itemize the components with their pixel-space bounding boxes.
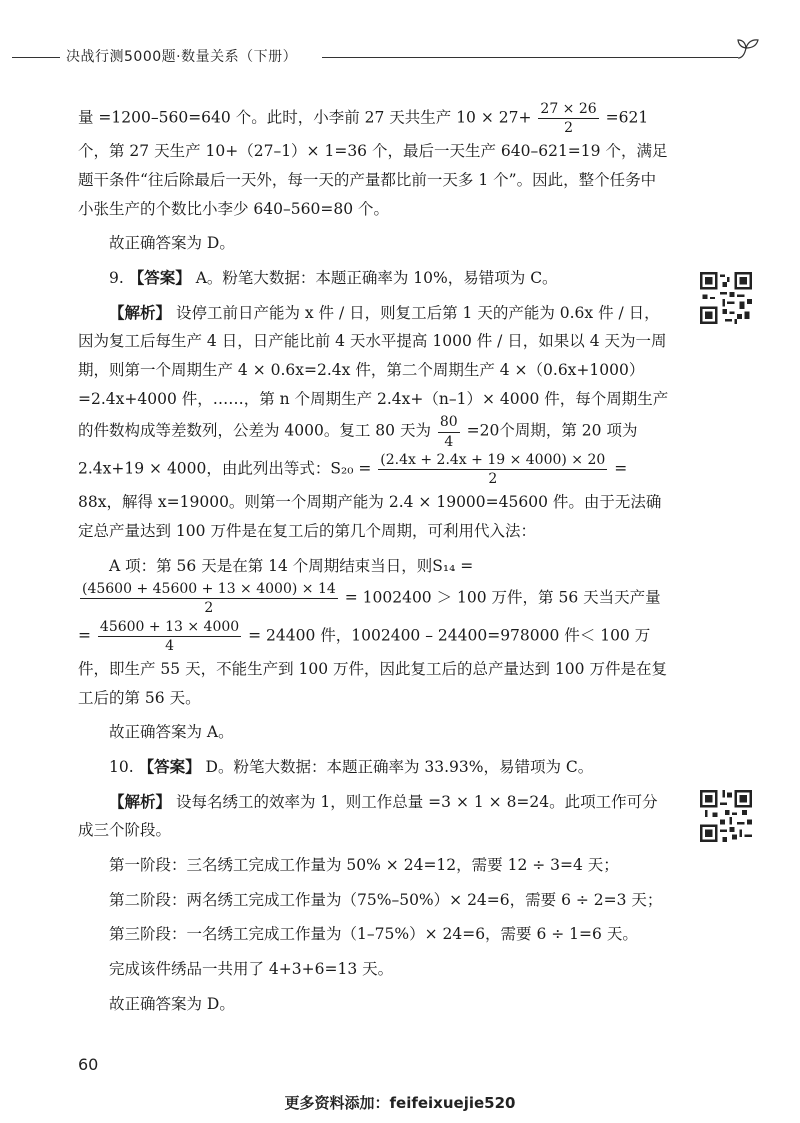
page-content — [78, 100, 670, 1024]
text: =621 个，第 27 天生产 10+（27–1）× 1=36 个，最后一天生产 640–621=19 个，满足题干条件“往后除最后一天外，每一天的产量都比前一天多 1 个”。因此，整个任务中小张生产的个数比小李少 640–560=80 个。 — [78, 108, 668, 218]
fraction-denominator: 2 — [204, 600, 214, 617]
footer-note: 更多资料添加：feifeixuejie520 — [284, 1094, 516, 1112]
question-number: 10. — [109, 757, 134, 776]
q10-stage-1: 第一阶段：三名绣工完成工作量为 50% × 24=12，需要 12 ÷ 3=4 天； — [109, 855, 619, 874]
qr-code-q9[interactable] — [700, 272, 752, 324]
text: 设每名绣工的效率为 1，则工作总量 =3 × 1 × 8=24。此项工作可分成三个阶段。 — [78, 792, 658, 840]
analysis-tag: 【解析】 — [109, 791, 172, 811]
running-header — [0, 42, 800, 72]
fraction — [98, 618, 241, 655]
fraction-numerator: (2.4x + 2.4x + 19 × 4000) × 20 — [378, 451, 607, 470]
fraction-numerator: 80 — [438, 413, 460, 432]
fraction-numerator: 45600 + 13 × 4000 — [98, 618, 241, 637]
text: = 88x，解得 x=19000。则第一个周期产能为 2.4 × 19000=45600 件。由于无法确定总产量达到 100 万件是在复工后的第几个周期，可利用代入法： — [78, 459, 662, 540]
fraction-numerator: (45600 + 45600 + 13 × 4000) × 14 — [80, 580, 338, 599]
fraction-numerator: 27 × 26 — [538, 100, 598, 119]
paragraph-continued — [78, 100, 670, 223]
q9-option-a — [78, 552, 670, 713]
answer-tag: 【答案】 — [128, 268, 191, 288]
text: =20个周期，第 20 项为 2.4x+19 × 4000，由此列出等式：S₂₀ = — [78, 422, 638, 478]
fraction — [80, 580, 338, 617]
q10-analysis — [78, 788, 670, 845]
q10-stage-2: 第二阶段：两名绣工完成工作量为（75%–50%）× 24=6，需要 6 ÷ 2=3 天； — [109, 890, 663, 909]
analysis-tag: 【解析】 — [109, 302, 172, 322]
q10-stage-3: 第三阶段：一名绣工完成工作量为（1–75%）× 24=6，需要 6 ÷ 1=6 天。 — [109, 925, 638, 944]
q9-answer — [78, 264, 670, 293]
fraction-denominator: 2 — [488, 470, 498, 487]
conclusion-q9: 故正确答案为 A。 — [109, 723, 234, 742]
fraction-denominator: 4 — [444, 433, 454, 450]
fraction — [378, 451, 607, 488]
conclusion-q10: 故正确答案为 D。 — [109, 994, 235, 1013]
sprout-icon — [730, 34, 764, 68]
conclusion-q8: 故正确答案为 D。 — [109, 234, 235, 253]
answer-text: A。粉笔大数据：本题正确率为 10%，易错项为 C。 — [195, 269, 558, 288]
fraction-denominator: 4 — [165, 637, 174, 654]
fraction-denominator: 2 — [564, 120, 573, 137]
text: = 24400 件，1002400 – 24400=978000 件＜ 100 万件，即生产 55 天，不能生产到 100 万件，因此复工后的总产量达到 100 万件是在复工后的第 56 天。 — [78, 626, 667, 707]
qr-code-q10[interactable] — [700, 790, 752, 842]
text: A 项：第 56 天是在第 14 个周期结束当日，则S₁₄ = — [109, 556, 474, 575]
q10-total: 完成该件绣品一共用了 4+3+6=13 天。 — [109, 959, 394, 978]
answer-text: D。粉笔大数据：本题正确率为 33.93%，易错项为 C。 — [205, 757, 594, 776]
header-title: 决战行测5000题·数量关系（下册） — [66, 49, 298, 65]
q10-answer — [78, 753, 670, 782]
q9-analysis — [78, 299, 670, 546]
fraction — [438, 413, 460, 450]
question-number: 9. — [109, 269, 124, 288]
answer-tag: 【答案】 — [138, 756, 201, 776]
header-rule-right — [322, 57, 738, 58]
text: 设停工前日产能为 x 件 / 日，则复工后第 1 天的产能为 0.6x 件 / 日，因为复工后每生产 4 日，日产能比前 4 天水平提高 1000 件 / 日，如果以 4 天为一周期，则第一个周期生产 4 × 0.6x=2.4x 件，第二个周期生产 4 ×（0.6x+1000）=2.4x+4000 件，……，第 n 个周期生产 2.4x+（n–1）× 4000 件，每个周期生产的件数构成等差数列，公差为 4000。复工 80 天为 — [78, 303, 669, 441]
fraction — [538, 100, 598, 137]
text: = 1002400 ＞ 100 万件，第 56 天当天产量 = — [78, 588, 661, 645]
text: 量 =1200–560=640 个。此时，小李前 27 天共生产 10 × 27+ — [78, 108, 537, 127]
header-rule-left — [12, 57, 60, 58]
page-number: 60 — [78, 1055, 99, 1074]
